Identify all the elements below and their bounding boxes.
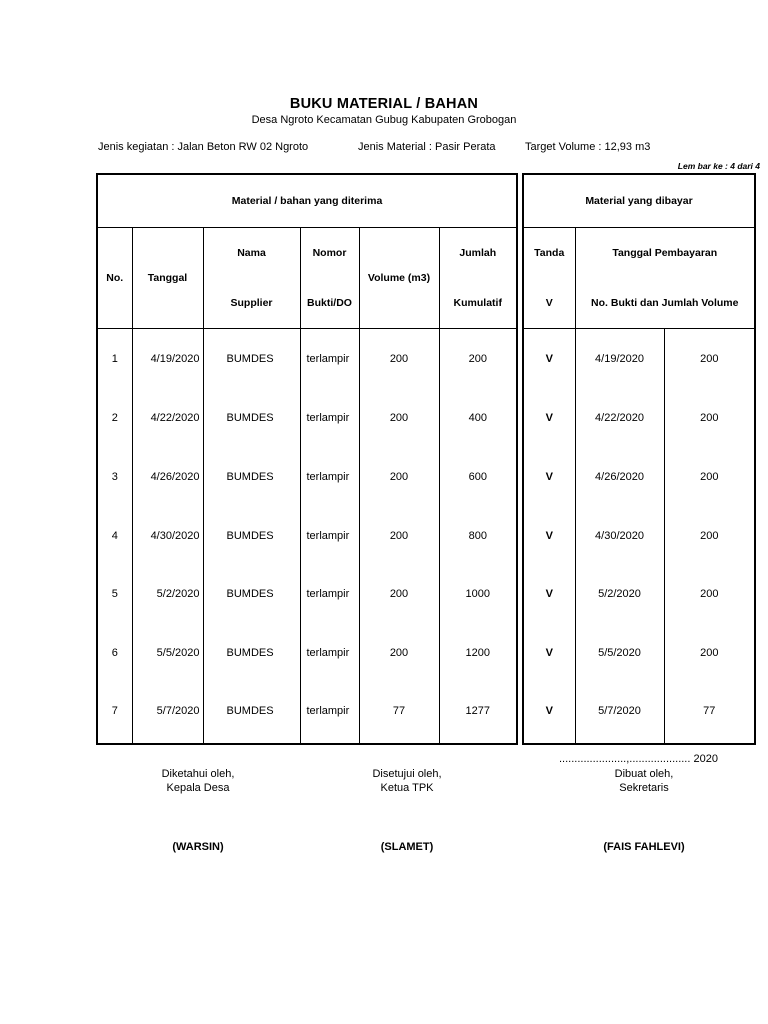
table-row <box>523 565 755 624</box>
col-tanda-v-header: V <box>523 278 575 329</box>
signer-2-line1: Disetujui oleh, <box>372 768 442 780</box>
table-row <box>97 623 517 682</box>
signer-1-name: (WARSIN) <box>172 841 224 853</box>
col-bukti-header: Bukti/DO <box>300 278 359 329</box>
table-row <box>523 389 755 448</box>
activity-type: Jenis kegiatan : Jalan Beton RW 02 Ngroto <box>98 141 309 153</box>
row-volume: 200 <box>359 389 439 448</box>
row-tanggal: 4/22/2020 <box>132 389 203 448</box>
signer-3-line1: Dibuat oleh, <box>614 768 674 780</box>
signer-1-role: Kepala Desa <box>166 782 230 794</box>
row-no: 2 <box>97 389 132 448</box>
row-pay-jumlah: 77 <box>664 682 755 741</box>
row-no: 3 <box>97 448 132 507</box>
row-volume: 200 <box>359 329 439 389</box>
paid-group-header: Material yang dibayar <box>523 174 755 228</box>
row-bukti: terlampir <box>300 682 359 741</box>
col-jumlah-header: Jumlah <box>439 228 517 278</box>
signer-1-line1: Diketahui oleh, <box>161 768 235 780</box>
row-volume: 200 <box>359 448 439 507</box>
row-tanggal: 4/30/2020 <box>132 506 203 565</box>
col-volume-header: Volume (m3) <box>359 228 439 329</box>
row-kumulatif: 1200 <box>439 623 517 682</box>
table-row <box>97 682 517 741</box>
row-bukti: terlampir <box>300 448 359 507</box>
row-tanggal: 5/7/2020 <box>132 682 203 741</box>
row-pay-jumlah: 200 <box>664 565 755 624</box>
signer-2-role: Ketua TPK <box>380 782 434 794</box>
row-volume: 200 <box>359 565 439 624</box>
row-pay-tanggal: 5/5/2020 <box>575 623 664 682</box>
signer-3-name: (FAIS FAHLEVI) <box>603 841 685 853</box>
col-nomor-header: Nomor <box>300 228 359 278</box>
row-pay-tanggal: 4/19/2020 <box>575 329 664 389</box>
row-pay-tanggal: 4/22/2020 <box>575 389 664 448</box>
target-volume: Target Volume : 12,93 m3 <box>525 141 651 153</box>
col-tanggal-header: Tanggal <box>132 228 203 329</box>
row-pay-tanggal: 4/30/2020 <box>575 506 664 565</box>
table-row <box>523 682 755 741</box>
row-volume: 77 <box>359 682 439 741</box>
row-pay-jumlah: 200 <box>664 329 755 389</box>
row-tanggal: 4/26/2020 <box>132 448 203 507</box>
row-tanda-mark: V <box>523 329 575 389</box>
row-volume: 200 <box>359 623 439 682</box>
page-subtitle: Desa Ngroto Kecamatan Gubug Kabupaten Grobogan <box>251 114 517 126</box>
signer-3-role: Sekretaris <box>619 782 669 794</box>
col-nama-header: Nama <box>203 228 300 278</box>
row-volume: 200 <box>359 506 439 565</box>
row-supplier: BUMDES <box>203 389 300 448</box>
row-tanda-mark: V <box>523 448 575 507</box>
row-tanggal: 4/19/2020 <box>132 329 203 389</box>
row-supplier: BUMDES <box>203 623 300 682</box>
col-supplier-header: Supplier <box>203 278 300 329</box>
row-kumulatif: 1277 <box>439 682 517 741</box>
date-line: ......................,.................... 2020 <box>559 753 718 765</box>
table-row <box>523 448 755 507</box>
table-row <box>523 623 755 682</box>
row-tanda-mark: V <box>523 389 575 448</box>
row-no: 5 <box>97 565 132 624</box>
table-row <box>523 329 755 389</box>
table-row <box>97 389 517 448</box>
col-tanda-header: Tanda <box>523 228 575 278</box>
col-pembayaran-header: Tanggal Pembayaran <box>575 228 755 278</box>
col-bukti-volume-header: No. Bukti dan Jumlah Volume <box>575 278 755 329</box>
col-no-header: No. <box>97 228 132 329</box>
col-kumulatif-header: Kumulatif <box>439 278 517 329</box>
row-bukti: terlampir <box>300 329 359 389</box>
table-row <box>97 448 517 507</box>
row-bukti: terlampir <box>300 506 359 565</box>
row-kumulatif: 1000 <box>439 565 517 624</box>
received-material-table <box>96 173 518 745</box>
row-bukti: terlampir <box>300 389 359 448</box>
row-pay-jumlah: 200 <box>664 623 755 682</box>
sheet-number: Lem bar ke : 4 dari 4 <box>677 161 760 171</box>
row-supplier: BUMDES <box>203 448 300 507</box>
row-kumulatif: 200 <box>439 329 517 389</box>
material-type: Jenis Material : Pasir Perata <box>358 141 496 153</box>
paid-material-table <box>522 173 756 745</box>
row-no: 7 <box>97 682 132 741</box>
row-no: 1 <box>97 329 132 389</box>
row-tanggal: 5/5/2020 <box>132 623 203 682</box>
row-kumulatif: 400 <box>439 389 517 448</box>
row-pay-jumlah: 200 <box>664 389 755 448</box>
signer-2-name: (SLAMET) <box>380 841 434 853</box>
table-row <box>523 506 755 565</box>
row-tanggal: 5/2/2020 <box>132 565 203 624</box>
row-bukti: terlampir <box>300 623 359 682</box>
row-kumulatif: 800 <box>439 506 517 565</box>
row-pay-tanggal: 5/2/2020 <box>575 565 664 624</box>
row-supplier: BUMDES <box>203 565 300 624</box>
table-row <box>97 565 517 624</box>
row-bukti: terlampir <box>300 565 359 624</box>
row-supplier: BUMDES <box>203 506 300 565</box>
row-tanda-mark: V <box>523 506 575 565</box>
row-supplier: BUMDES <box>203 329 300 389</box>
row-pay-tanggal: 5/7/2020 <box>575 682 664 741</box>
page-title: BUKU MATERIAL / BAHAN <box>289 96 479 112</box>
row-supplier: BUMDES <box>203 682 300 741</box>
table-row <box>97 329 517 389</box>
row-pay-jumlah: 200 <box>664 448 755 507</box>
row-kumulatif: 600 <box>439 448 517 507</box>
table-row <box>97 506 517 565</box>
row-no: 4 <box>97 506 132 565</box>
received-group-header: Material / bahan yang diterima <box>97 174 517 228</box>
row-tanda-mark: V <box>523 682 575 741</box>
row-pay-tanggal: 4/26/2020 <box>575 448 664 507</box>
row-tanda-mark: V <box>523 565 575 624</box>
row-pay-jumlah: 200 <box>664 506 755 565</box>
row-tanda-mark: V <box>523 623 575 682</box>
row-no: 6 <box>97 623 132 682</box>
